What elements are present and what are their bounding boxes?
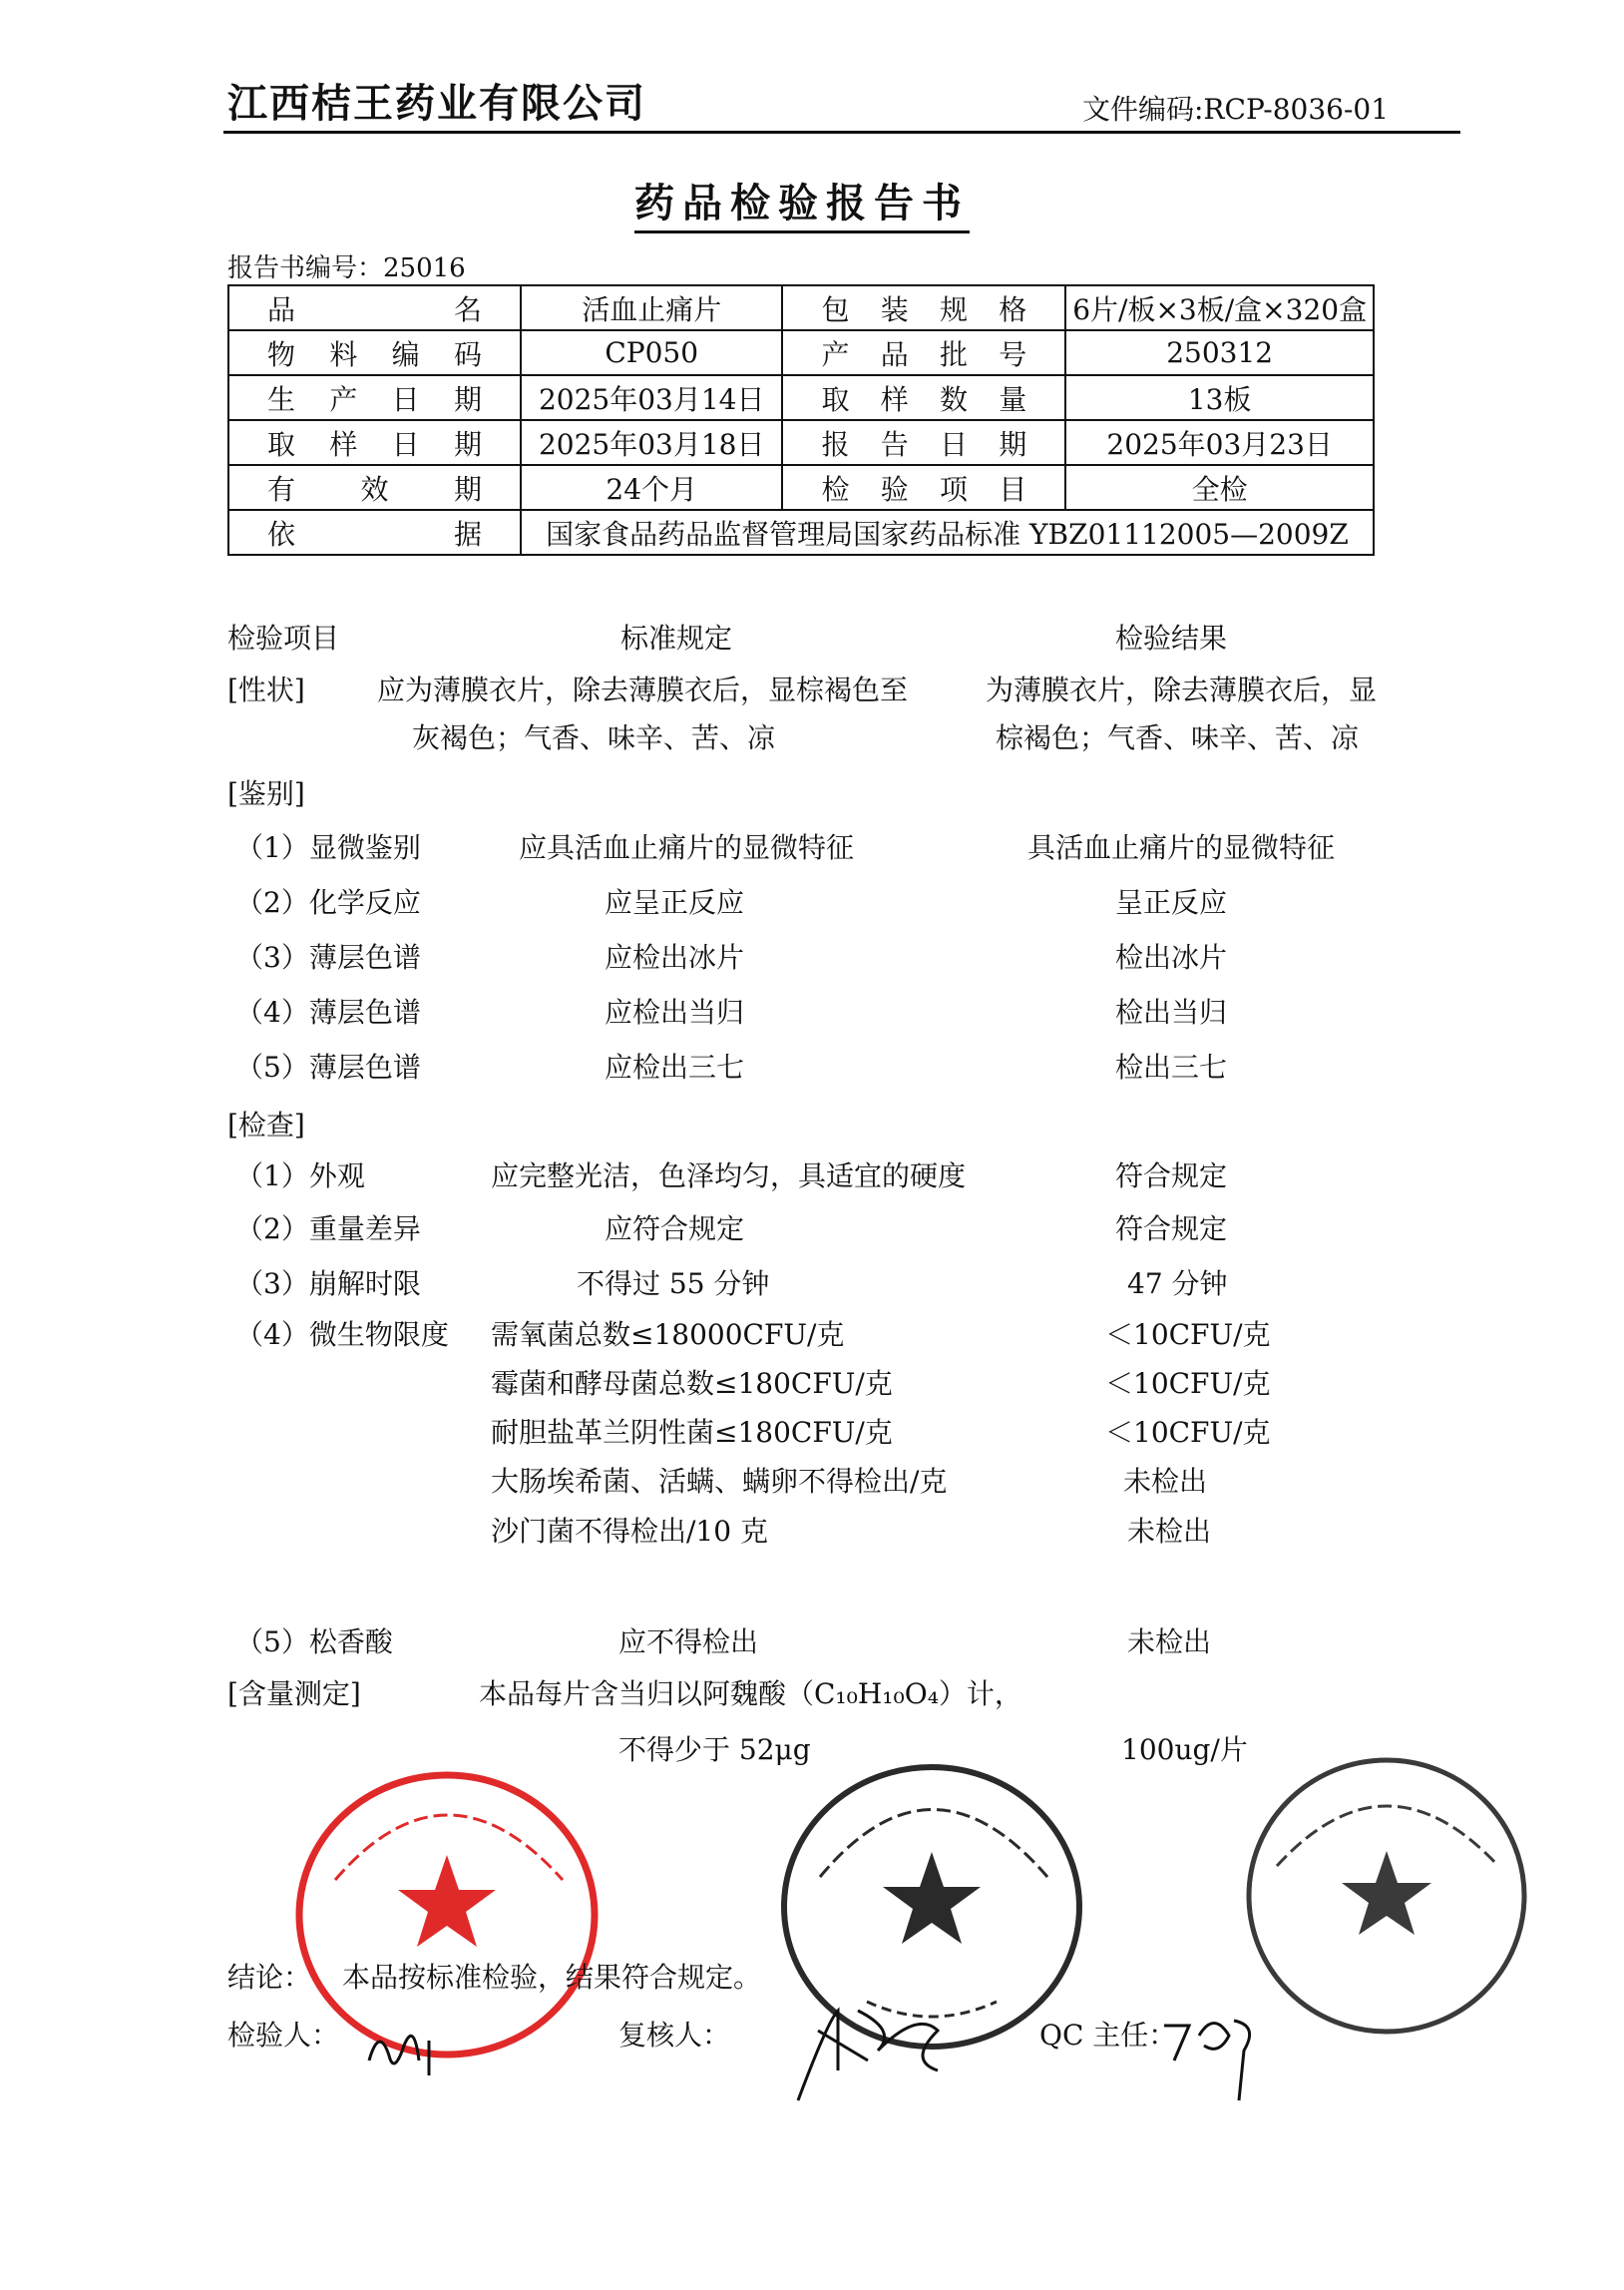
test-item: （1）外观	[235, 1159, 365, 1192]
test-standard: 应符合规定	[605, 1212, 745, 1245]
assay-standard: 不得少于 52μg	[618, 1733, 811, 1766]
inspector-label: 检验人：	[227, 2019, 340, 2052]
test-standard: 沙门菌不得检出/10 克	[491, 1515, 768, 1548]
test-standard: 需氧菌总数≤18000CFU/克	[491, 1318, 845, 1351]
table-cell: 2025年03月18日	[521, 420, 782, 465]
test-standard: 应具活血止痛片的显微特征	[519, 831, 855, 864]
reviewer-label: 复核人：	[618, 2019, 731, 2052]
assay-result: 100ug/片	[1121, 1733, 1248, 1766]
black-quality-seal	[1237, 1746, 1536, 2046]
test-standard: 霉菌和酵母菌总数≤180CFU/克	[491, 1367, 893, 1400]
header-divider	[223, 131, 1460, 134]
table-row	[228, 420, 1374, 465]
table-cell: 报告日期	[782, 420, 1065, 465]
table-cell: 活血止痛片	[521, 285, 782, 330]
column-header-item: 检验项目	[227, 622, 340, 655]
table-cell: 品 名	[228, 285, 521, 330]
test-result: 未检出	[1123, 1465, 1208, 1498]
table-cell: CP050	[521, 330, 782, 375]
table-cell: 全检	[1065, 465, 1374, 510]
test-item: （3）薄层色谱	[235, 941, 421, 974]
table-row	[228, 285, 1374, 330]
report-number: 报告书编号：25016	[227, 253, 466, 283]
assay-standard: 本品每片含当归以阿魏酸（C₁₀H₁₀O₄）计，	[479, 1677, 1022, 1710]
test-result: 呈正反应	[1115, 886, 1228, 919]
test-result: 具活血止痛片的显微特征	[1027, 831, 1336, 864]
table-cell: 生产日期	[228, 375, 521, 420]
test-standard: 应呈正反应	[605, 886, 745, 919]
test-result: 符合规定	[1115, 1212, 1228, 1245]
conclusion-text: 本品按标准检验，结果符合规定。	[342, 1961, 762, 1994]
company-name: 江西桔王药业有限公司	[227, 81, 646, 127]
test-standard: 应检出当归	[605, 996, 745, 1029]
test-standard: 应不得检出	[618, 1625, 759, 1658]
table-cell: 取样日期	[228, 420, 521, 465]
test-result: 检出冰片	[1115, 941, 1228, 974]
test-item: （4）微生物限度	[235, 1318, 449, 1351]
test-result: ＜10CFU/克	[1105, 1318, 1271, 1351]
test-standard: 不得过 55 分钟	[577, 1267, 770, 1300]
appearance-standard: 灰褐色；气香、味辛、苦、凉	[412, 721, 776, 754]
section-label-appearance: [性状]	[227, 674, 305, 706]
table-cell: 物料编码	[228, 330, 521, 375]
test-item: （2）化学反应	[235, 886, 421, 919]
reviewer-signature	[788, 1991, 968, 2110]
test-standard: 耐胆盐革兰阴性菌≤180CFU/克	[491, 1416, 893, 1449]
test-standard: 大肠埃希菌、活螨、螨卵不得检出/克	[491, 1465, 948, 1498]
basis-label: 依 据	[228, 510, 521, 555]
section-label-identification: [鉴别]	[227, 777, 305, 810]
table-row	[228, 330, 1374, 375]
page-title: 药品检验报告书	[634, 172, 970, 233]
table-cell: 6片/板×3板/盒×320盒	[1065, 285, 1374, 330]
test-item: （1）显微鉴别	[235, 831, 421, 864]
basis-value: 国家食品药品监督管理局国家药品标准 YBZ01112005—2009Z	[521, 510, 1374, 555]
table-cell: 有 效 期	[228, 465, 521, 510]
table-cell: 2025年03月23日	[1065, 420, 1374, 465]
conclusion-label: 结论：	[227, 1961, 312, 1994]
test-item: （2）重量差异	[235, 1212, 421, 1245]
test-standard: 应检出三七	[605, 1051, 745, 1084]
test-result: ＜10CFU/克	[1105, 1367, 1271, 1400]
section-label-assay: [含量测定]	[227, 1677, 361, 1710]
table-row	[228, 465, 1374, 510]
inspector-signature	[359, 2006, 449, 2085]
test-result: 符合规定	[1115, 1159, 1228, 1192]
product-info-table	[227, 284, 1375, 556]
test-item: （3）崩解时限	[235, 1267, 421, 1300]
test-result: 未检出	[1127, 1625, 1212, 1658]
column-header-standard: 标准规定	[620, 622, 733, 655]
section-label-inspection: [检查]	[227, 1109, 305, 1142]
column-header-result: 检验结果	[1115, 622, 1228, 655]
table-cell: 250312	[1065, 330, 1374, 375]
test-item: （4）薄层色谱	[235, 996, 421, 1029]
test-result: ＜10CFU/克	[1105, 1416, 1271, 1449]
test-result: 检出三七	[1115, 1051, 1228, 1084]
table-row	[228, 375, 1374, 420]
appearance-result: 棕褐色；气香、味辛、苦、凉	[996, 721, 1360, 754]
test-result: 47 分钟	[1127, 1267, 1228, 1300]
test-standard: 应完整光洁，色泽均匀，具适宜的硬度	[491, 1159, 967, 1192]
table-cell: 检验项目	[782, 465, 1065, 510]
table-cell: 13板	[1065, 375, 1374, 420]
appearance-standard: 应为薄膜衣片，除去薄膜衣后，显棕褐色至	[377, 674, 909, 706]
test-standard: 应检出冰片	[605, 941, 745, 974]
table-cell: 包装规格	[782, 285, 1065, 330]
qc-signature	[1159, 2001, 1269, 2110]
table-cell: 取样数量	[782, 375, 1065, 420]
table-cell: 24个月	[521, 465, 782, 510]
test-item: （5）薄层色谱	[235, 1051, 421, 1084]
test-result: 未检出	[1127, 1515, 1212, 1548]
test-result: 检出当归	[1115, 996, 1228, 1029]
qc-label: QC 主任：	[1039, 2019, 1177, 2052]
test-item: （5）松香酸	[235, 1625, 393, 1658]
table-cell: 2025年03月14日	[521, 375, 782, 420]
table-cell: 产品批号	[782, 330, 1065, 375]
table-row	[228, 510, 1374, 555]
document-number: 文件编码:RCP-8036-01	[1082, 93, 1390, 126]
appearance-result: 为薄膜衣片，除去薄膜衣后，显	[986, 674, 1378, 706]
